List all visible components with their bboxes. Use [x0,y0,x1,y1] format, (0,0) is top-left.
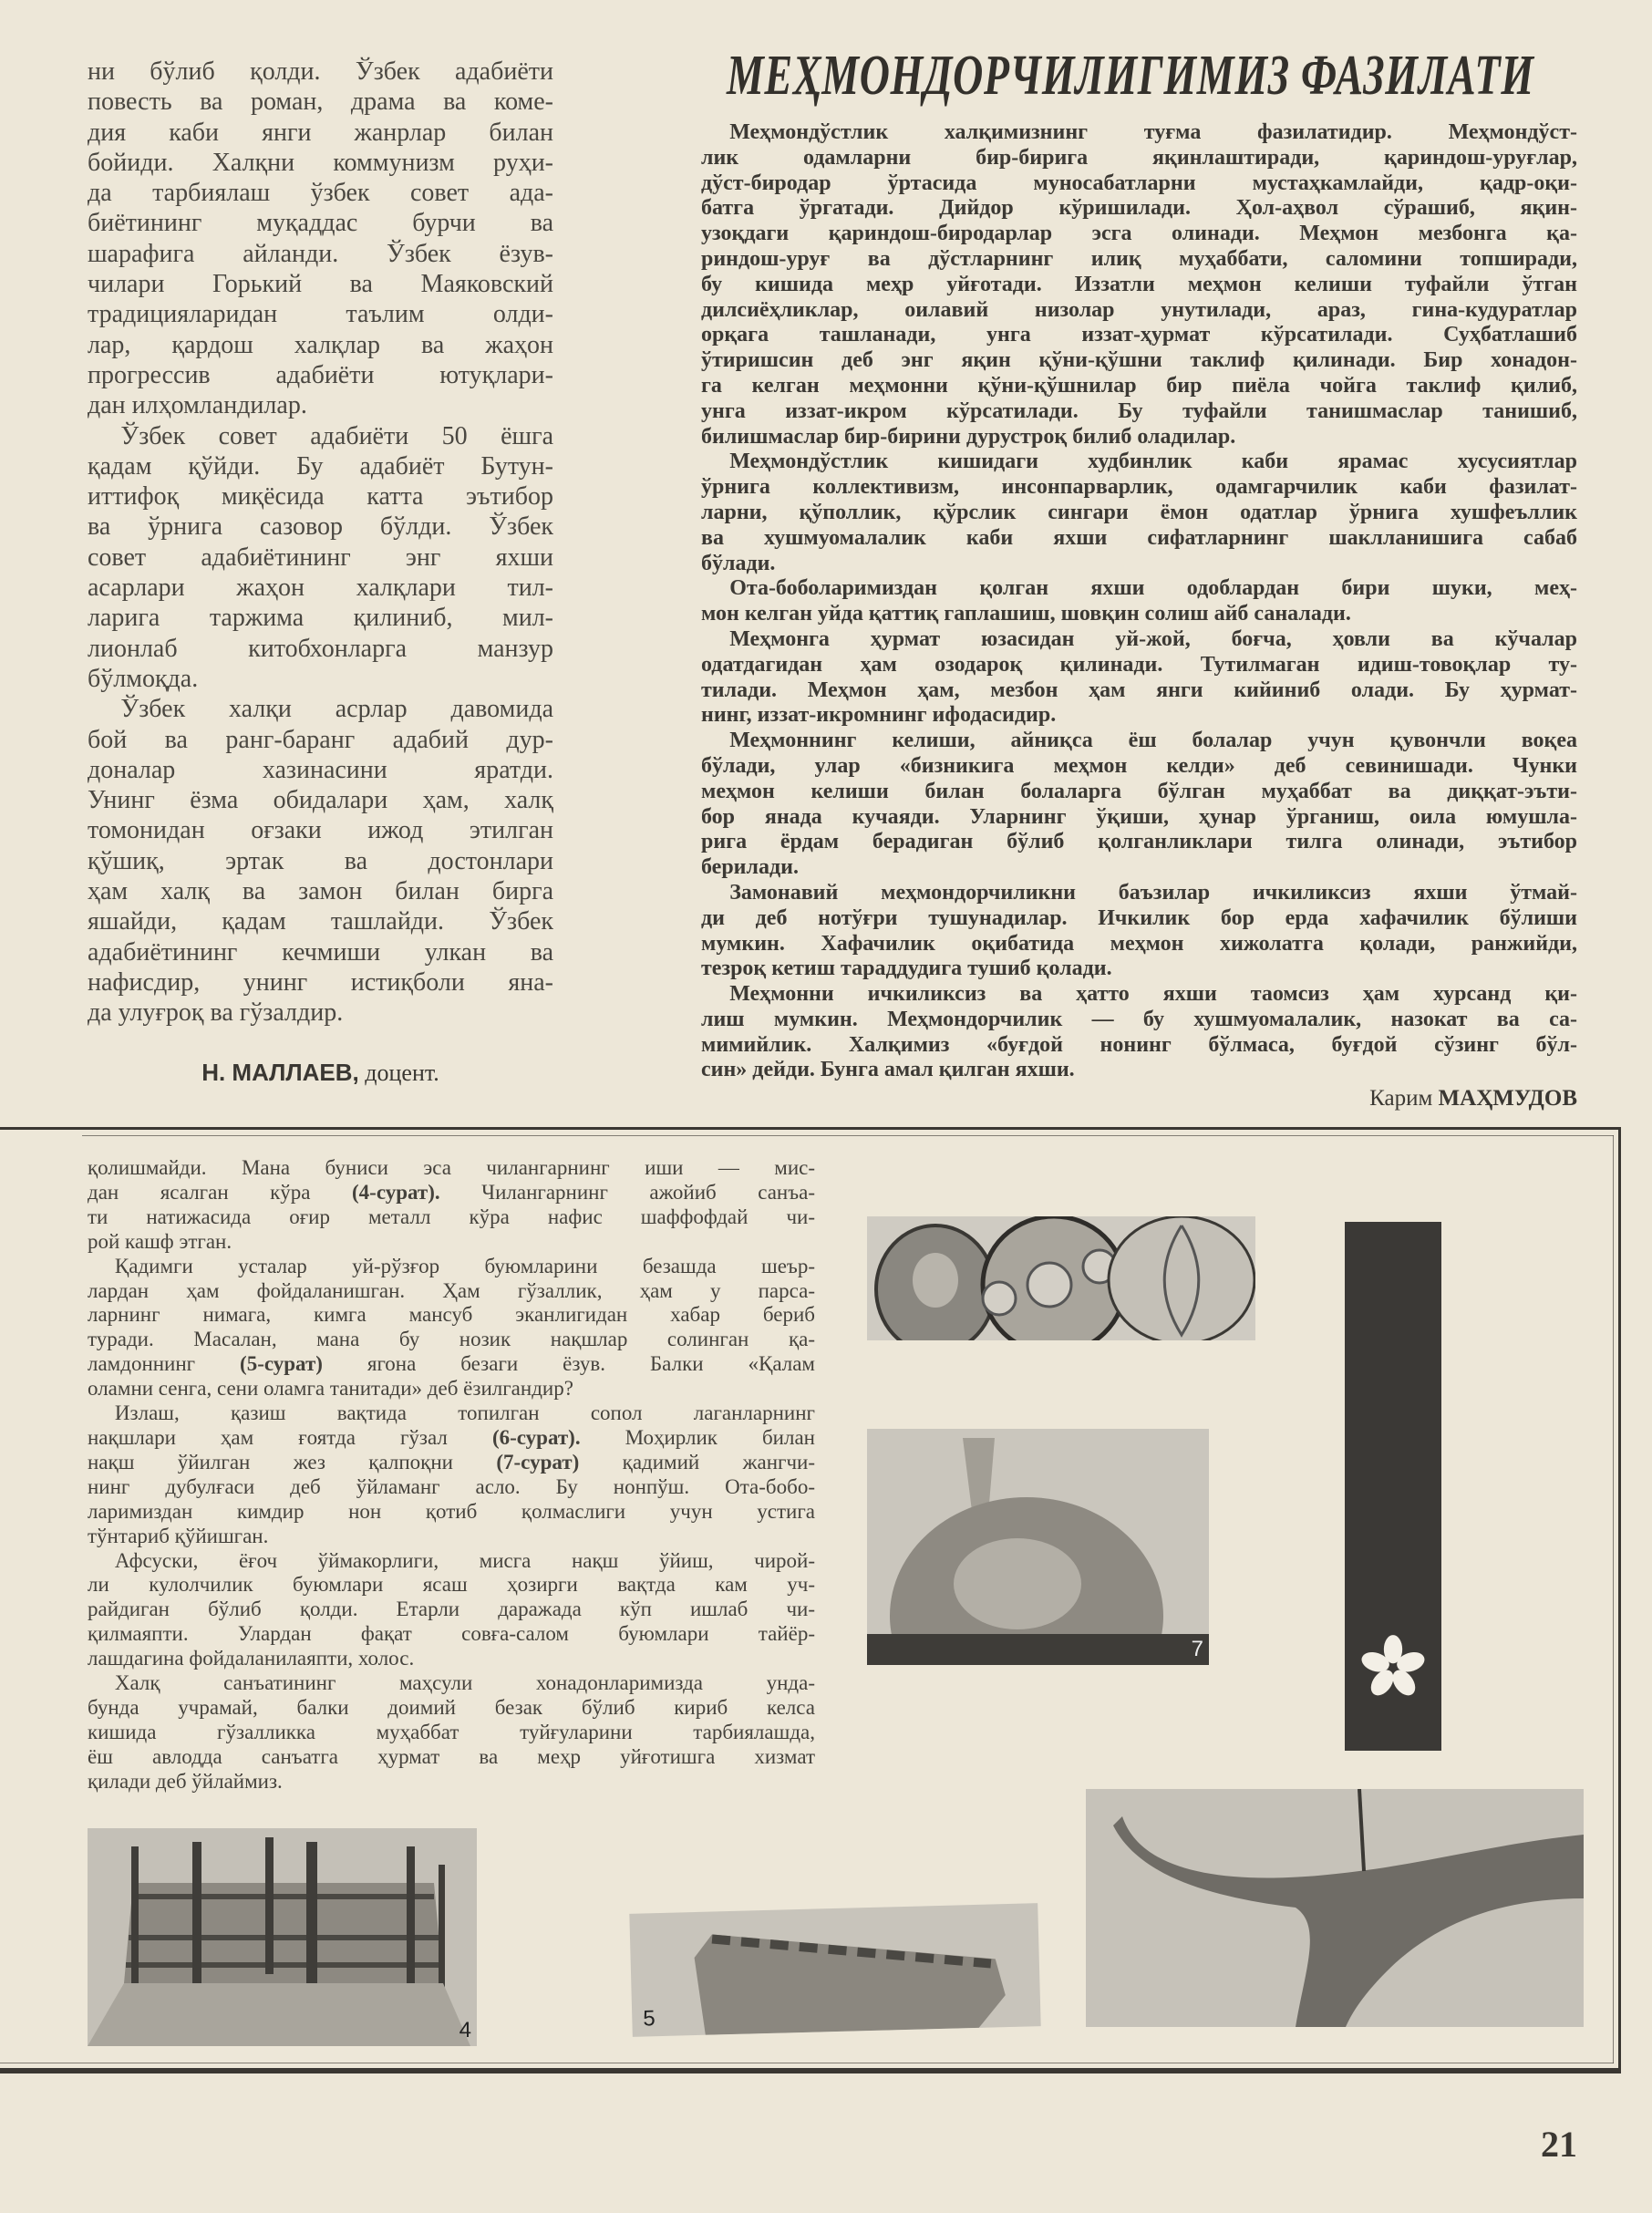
text-line: рига ёрдам берадиган бўлиб қолганликлари тилга олинади, эътибор [701,830,1577,854]
text-line: мон келган уйда қаттиқ гаплашиш, шовқин солиш айб саналади. [701,602,1351,626]
paragraph [88,421,553,695]
author-name: Н. МАЛЛАЕВ, [201,1059,359,1086]
text-line: Халқ санъатининг маҳсули хонадонларимизда унда- [114,1671,815,1695]
text-line: узоқдаги қариндош-биродарлар эсга олинади. Меҳмон мезбонга қа- [701,222,1577,246]
paragraph [88,1156,815,1255]
text-segment: нақш ўйилган жез қалпоқни [88,1450,497,1474]
text-line: повесть ва роман, драма ва коме- [88,88,553,117]
photo-label: 7 [1191,1637,1203,1661]
figure-reference: (5-сурат) [240,1352,323,1376]
paragraph [88,1549,815,1672]
frame-right-rule [1618,1127,1621,2073]
text-line: Излаш, қазиш вақтида топилган сопол лаганларнинг [114,1401,815,1425]
text-line: ўтиришсин деб энг яқин қўни-қўшни таклиф қилинади. Бир хонадон- [701,348,1577,373]
text-line: бунда учрамай, балки доимий безак бўлиб кириб келса [88,1695,815,1719]
text-segment: Моҳирлик билан [580,1425,815,1449]
text-line: лиш мумкин. Меҳмондорчилик — бу хушмуомалалик, назокат ва са- [701,1007,1577,1031]
text-line: кишида гўзалликка муҳаббат туйғуларини тарбиялашда, [88,1720,815,1743]
text-line: да тарбиялаш ўзбек совет ада- [88,179,553,208]
paragraph [701,982,1577,1083]
text-line: Қадимги усталар уй-рўзғор буюмларини безашда шеър- [114,1254,815,1277]
text-line: тилади. Меҳмон ҳам, мезбон ҳам янги кийиниб олади. Бу ҳурмат- [701,677,1577,702]
left-article-byline [88,1058,553,1088]
text-line: ни бўлиб қолди. Ўзбек адабиёти [88,57,553,86]
text-line: туради. Масалан, мана бу нозик нақшлар солинган қа- [88,1328,815,1351]
text-line: Ўзбек совет адабиёти 50 ёшга [120,421,553,450]
text-line: райдиган бўлиб қолди. Етарли даражада кўп ишлаб чи- [88,1598,815,1621]
text-line: Ота-боболаримиздан қолган яхши одоблардан бири шуки, меҳ- [729,576,1577,601]
photo-ceramic-plates [867,1216,1255,1340]
text-line: Меҳмондўстлик кишидаги худбинлик каби ярамас хусусиятлар [729,450,1577,474]
text-line: қўшиқ, эртак ва достонлари [88,846,553,875]
paragraph [701,729,1577,881]
text-line: билишмаслар бир-бирини дурустроқ билиб оладилар. [701,424,1236,449]
text-line: қолишмайди. Мана буниси эса чилангарнинг иши — мис- [88,1156,815,1179]
paragraph [88,1255,815,1401]
page-number: 21 [1541,2124,1577,2165]
text-line: Ўзбек халқи асрлар давомида [120,695,553,724]
paragraph [88,694,553,1028]
text-line: га келган меҳмонни қўни-қўшнилар бир пиёла чойга таклиф қилиб, [701,373,1577,398]
text-line: тўнтариб қўйишган. [88,1524,269,1547]
text-line: ди деб нотўғри тушунадилар. Ичкилик бор ерда хафачилик бўлиши [701,905,1577,930]
text-line: риндош-уруғ ва дўстларнинг илиқ муҳаббати, саломини топширади, [701,246,1577,271]
text-line: Замонавий меҳмондорчиликни баъзилар ичкиликсиз яхши ўтмай- [729,880,1577,905]
flower-icon [1358,1632,1429,1703]
text-line: бўлади, улар «бизникига меҳмон келди» деб севинишади. Чунки [701,753,1577,778]
text-line: бу кишида меҳр уйғотади. Иззатли меҳмон келиши туфайли ўтган [701,272,1577,296]
text-line: традицияларидан таълим олди- [88,300,553,329]
author-title: доцент. [365,1060,439,1086]
paragraph [701,450,1577,576]
author-last-name: МАҲМУДОВ [1438,1086,1577,1111]
text-line: дия каби янги жанрлар билан [88,118,553,147]
paragraph [701,120,1577,450]
right-article-byline [1369,1085,1577,1112]
text-line: прогрессив адабиёти ютуқлари- [88,360,553,389]
figure-reference: (6-сурат). [491,1425,581,1449]
text-line: дилсиёҳликлар, оилавий низолар унутилади, араз, гина-кудуратлар [701,297,1577,322]
photo-label: 4 [459,2018,471,2042]
text-line: ларнинг нимага, кимга мансуб эканлигидан хабар бериб [88,1303,815,1327]
photo-pen-box [629,1903,1040,2037]
text-line: оламни сенга, сени оламга танитади» деб ёзилгандир? [88,1377,573,1401]
text-line: лар, қардош халқлар ва жаҳон [88,330,553,359]
text-line: тезроқ кетиш тараддудига тушиб қолади. [701,957,1112,981]
text-line: Меҳмондўстлик халқимизнинг туғма фазилатидир. Меҳмондўст- [729,120,1577,144]
text-line: шарафига айланди. Ўзбек ёзув- [88,239,553,268]
photo-brass-bread-cover [867,1429,1209,1665]
paragraph [88,1401,815,1548]
paragraph [701,881,1577,982]
text-line: Меҳмоннинг келиши, айниқса ёш болалар учун қувончли воқеа [729,729,1577,753]
frame-top-rule [0,1127,1621,1130]
text-line: ларимиздан кимдир нон қотиб қолмаслиги учун устига [88,1499,815,1523]
text-line: ларига таржима қилиниб, мил- [88,604,553,633]
text-segment: Чилангарнинг ажойиб санъа- [439,1180,815,1204]
text-line: батга ўргатади. Дийдор кўришилади. Ҳол-аҳвол сўрашиб, яқин- [701,196,1577,221]
article-title: МЕҲМОНДОРЧИЛИГИМИЗ ФАЗИЛАТИ [727,45,1534,107]
text-line: нинг, иззат-икромнинг ифодасидир. [701,703,1057,728]
text-line: Унинг ёзма обидалари ҳам, халқ [88,786,553,815]
frame-bottom-rule [0,2068,1621,2073]
text-line: қадам қўйди. Бу адабиёт Бутун- [88,451,553,481]
text-line: бўлади. [701,551,776,575]
text-line: нафисдир, унинг истиқболи яна- [88,967,553,997]
text-segment: ламдоннинг [88,1352,241,1376]
text-line: қилади деб ўйлаймиз. [88,1769,283,1793]
text-line: лардан ҳам фойдаланишган. Ҳам гўзаллик, ҳам у парса- [88,1278,815,1302]
paragraph [701,576,1577,627]
text-line: син» дейди. Бунга амал қилган яхши. [701,1058,1075,1082]
text-line: мумкин. Хафачилик оқибатида меҳмон хижолатга қолади, ранжийди, [701,931,1577,956]
text-line [88,1426,815,1451]
text-line: ҳам халқ ва замон билан бирга [88,877,553,906]
figure-reference: (7-сурат) [496,1450,580,1474]
text-line: да улуғроқ ва гўзалдир. [88,998,344,1028]
text-segment: ягона безаги ёзув. Балки «Қалам [322,1352,815,1376]
text-line: биётининг муқаддас бурчи ва [88,209,553,238]
text-line: бой ва ранг-баранг адабий дур- [88,725,553,754]
paragraph [88,57,553,421]
text-line: ли кулолчилик буюмлари ясаш ҳозирги вақтда кам уч- [88,1573,815,1597]
text-line: иттифоқ миқёсида катта эътибор [88,482,553,512]
bottom-article-text [88,1156,815,1794]
left-article-text [88,57,553,1029]
text-line [88,1181,815,1205]
text-line: томонидан оғзаки ижод этилган [88,816,553,845]
text-line: дан илҳомландилар. [88,391,307,420]
decorative-black-bar [1345,1222,1441,1751]
text-line: берилади. [701,855,799,880]
text-line: бўлмоқда. [88,664,199,693]
text-line: чилари Горький ва Маяковский [88,270,553,299]
text-line: лик одамларни бир-бирига яқинлаштиради, қариндош-уруғлар, [701,145,1577,170]
text-line: ва ўрнига сазовор бўлди. Ўзбек [88,512,553,542]
text-line: Меҳмонни ичкиликсиз ва ҳатто яхши таомсиз ҳам хурсанд қи- [729,982,1577,1007]
text-segment: дан ясалган кўра [88,1180,352,1204]
photo-metal-ornament [1086,1789,1584,2027]
text-line: дўст-биродар ўртасида муносабатларни мустаҳкамлайди, қадр-оқи- [701,171,1577,195]
text-line: лионлаб китобхонларга манзур [88,634,553,663]
text-line: нинг дубулғаси деб ўйламанг асло. Бу нонпўш. Ота-бобо- [88,1474,815,1498]
text-line: бойиди. Халқни коммунизм руҳи- [88,148,553,177]
text-segment: қадимий жангчи- [579,1450,815,1474]
text-line: қилмаяпти. Улардан фақат совға-салом буюмлари тайёр- [88,1622,815,1646]
text-line: ва хушмуомалалик каби яхши сифатларнинг шаклланишига сабаб [701,525,1577,550]
text-line: рой кашф этган. [88,1229,232,1253]
text-line: адабиётининг кечмиши улкан ва [88,937,553,967]
photo-metal-brazier [88,1828,477,2046]
text-line: одатдагидан ҳам озодароқ қилинади. Тутилмаган идиш-товоқлар ту- [701,652,1577,677]
frame-right-inner-rule [1613,1135,1614,2063]
text-line: Меҳмонга ҳурмат юзасидан уй-жой, боғча, ҳовли ва кўчалар [729,626,1577,651]
text-line: совет адабиётининг энг яхши [88,543,553,572]
text-line: доналар хазинасини яратди. [88,755,553,784]
article-title-container [727,46,1638,106]
text-line [88,1352,815,1377]
text-line: орқага ташланади, унга иззат-ҳурмат кўрсатилади. Суҳбатлашиб [701,323,1577,347]
text-line [88,1451,815,1475]
text-line: яшайди, қадам ташлайди. Ўзбек [88,907,553,936]
frame-top-inner-rule [82,1135,1614,1136]
text-line: унга иззат-икром кўрсатилади. Бу туфайли танишмаслар танишиб, [701,398,1577,423]
text-line: асарлари жаҳон халқлари тил- [88,574,553,603]
text-line: лашдагина фойдаланилаяпти, холос. [88,1647,415,1670]
figure-reference: (4-сурат). [352,1180,440,1204]
paragraph [701,627,1577,729]
text-line: Афсуски, ёғоч ўймакорлиги, мисга нақш ўйиш, чирой- [114,1548,815,1572]
text-line: ти натижасида оғир металл кўра нафис шаффофдай чи- [88,1205,815,1228]
text-line: ларни, қўполлик, қўрслик сингари ёмон одатлар ўрнига хушфеъллик [701,500,1577,524]
paragraph [88,1671,815,1794]
right-article-text [701,120,1577,1083]
text-line: меҳмон келиши билан болаларга бўлган муҳаббат ва диққат-эъти- [701,779,1577,803]
text-line: ёш авлодда санъатга ҳурмат ва меҳр уйғотишга хизмат [88,1744,815,1768]
text-line: бор янада кучаяди. Уларнинг ўқиши, ҳунар ўрганиш, оила юмушла- [701,804,1577,829]
photo-label: 5 [642,2006,656,2032]
text-segment: нақшлари ҳам ғоятда гўзал [88,1425,492,1449]
text-line: ўрнига коллективизм, инсонпарварлик, одамгарчилик каби фазилат- [701,475,1577,500]
author-first-name: Карим [1369,1086,1433,1111]
text-line: мимийлик. Халқимиз «буғдой нонинг бўлмаса, буғдой сўзинг бўл- [701,1032,1577,1057]
